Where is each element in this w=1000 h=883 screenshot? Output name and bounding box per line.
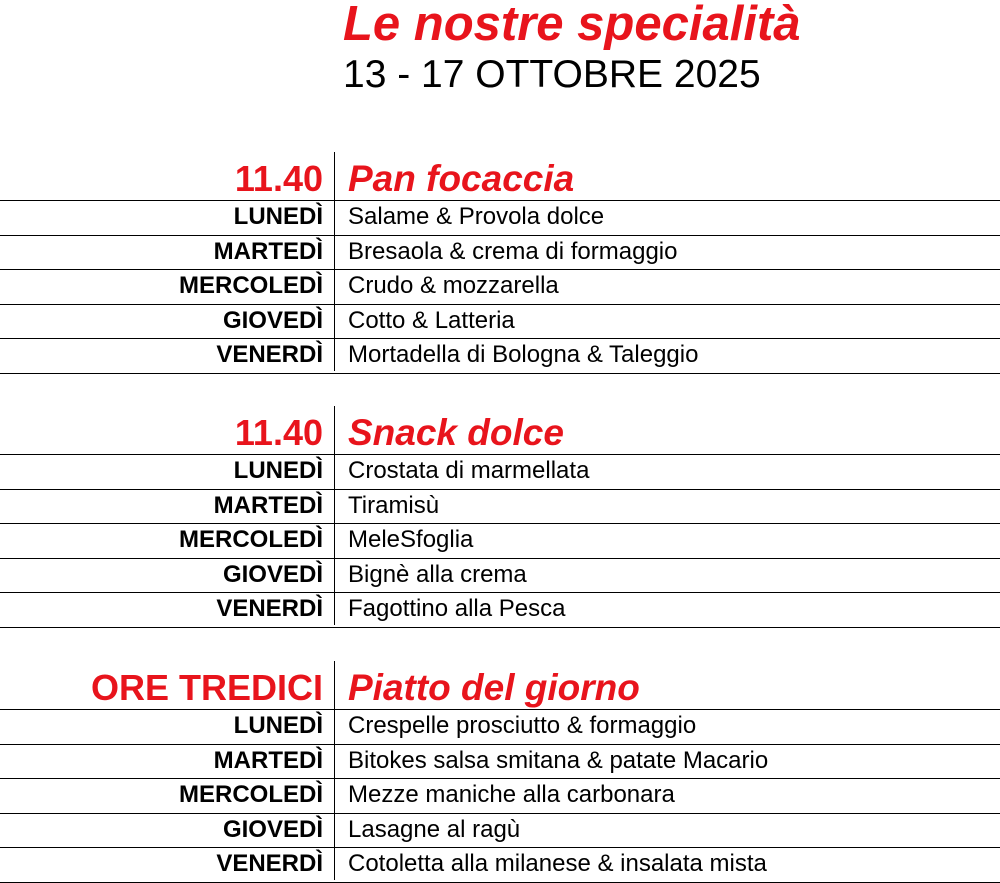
section-header [0,152,1000,201]
page-title: Le nostre specialità [343,0,801,51]
section-header [0,661,1000,710]
day-label: MARTEDÌ [213,746,323,774]
day-label: MERCOLEDÌ [179,781,323,808]
day-label: VENERDÌ [216,595,323,622]
dish-name: Bitokes salsa smitana & patate Macario [348,746,769,774]
day-label: LUNEDÌ [233,203,323,230]
menu-section-pan-focaccia [0,152,1000,374]
menu-row [0,710,1000,745]
menu-row [0,779,1000,814]
section-time: 11.40 [234,158,323,199]
section-time: ORE TREDICI [90,667,323,708]
section-time: 11.40 [234,412,323,453]
dish-name: Mortadella di Bologna & Taleggio [348,341,699,368]
day-label: VENERDÌ [216,341,323,368]
menu-row [0,270,1000,305]
dish-name: Crostata di marmellata [348,457,590,484]
menu-row [0,455,1000,490]
menu-row [0,814,1000,849]
section-title: Snack dolce [348,412,564,453]
menu-section-snack-dolce [0,406,1000,628]
day-label: LUNEDÌ [233,712,323,739]
section-title: Pan focaccia [348,158,575,199]
day-label: GIOVEDÌ [222,560,323,588]
day-label: MERCOLEDÌ [179,526,323,553]
day-label: GIOVEDÌ [222,306,323,334]
page-header [343,0,801,94]
section-header [0,406,1000,455]
menu-row [0,745,1000,780]
day-label: LUNEDÌ [233,457,323,484]
day-label: MARTEDÌ [213,237,323,265]
menu-row [0,559,1000,594]
date-range: 13 - 17 OTTOBRE 2025 [343,53,761,96]
menu-row [0,524,1000,559]
menu-row [0,490,1000,525]
dish-name: Tiramisù [348,491,440,519]
day-label: VENERDÌ [216,850,323,877]
day-label: MERCOLEDÌ [179,272,323,299]
dish-name: Cotto & Latteria [348,306,515,334]
dish-name: Mezze maniche alla carbonara [348,781,675,808]
section-title: Piatto del giorno [348,667,640,708]
menu-row [0,236,1000,271]
dish-name: Cotoletta alla milanese & insalata mista [348,850,767,877]
dish-name: Bresaola & crema di formaggio [348,237,678,265]
menu-row [0,593,1000,628]
dish-name: Lasagne al ragù [348,815,521,843]
menu-row [0,339,1000,374]
dish-name: MeleSfoglia [348,526,474,553]
dish-name: Salame & Provola dolce [348,203,605,230]
dish-name: Fagottino alla Pesca [348,595,566,622]
dish-name: Bignè alla crema [348,560,527,588]
dish-name: Crespelle prosciutto & formaggio [348,712,697,739]
day-label: GIOVEDÌ [222,815,323,843]
menu-section-piatto-del-giorno [0,661,1000,883]
menu-row [0,305,1000,340]
dish-name: Crudo & mozzarella [348,272,559,299]
menu-row [0,201,1000,236]
day-label: MARTEDÌ [213,491,323,519]
menu-row [0,848,1000,883]
